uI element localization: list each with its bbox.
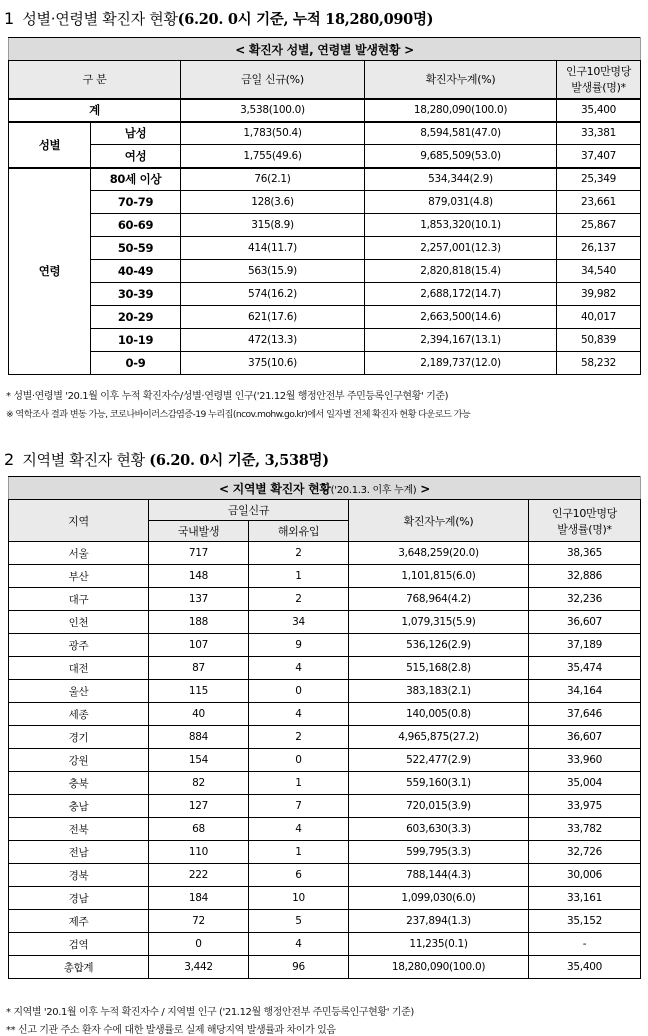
region-row [9,680,641,703]
age-row-label: 70-79 [91,191,181,214]
header-region-rate [529,500,641,542]
sex-row-cumulative: 9,685,509(53.0) [365,145,557,168]
region-rate: 35,474 [529,657,641,680]
region-rate: 35,152 [529,910,641,933]
age-row-cumulative: 2,688,172(14.7) [365,283,557,306]
region-rate: 33,161 [529,887,641,910]
region-rate: - [529,933,641,956]
age-row-today: 563(15.9) [181,260,365,283]
age-row [9,214,641,237]
region-domestic: 72 [149,910,249,933]
sex-group-label: 성별 [9,122,91,168]
age-row-rate: 39,982 [557,283,641,306]
region-domestic: 884 [149,726,249,749]
region-name: 전북 [9,818,149,841]
sex-row-label: 여성 [91,145,181,168]
region-overseas: 2 [249,542,349,565]
sex-row-today: 1,783(50.4) [181,122,365,145]
age-row-cumulative: 2,394,167(13.1) [365,329,557,352]
total-today: 3,538(100.0) [181,99,365,122]
age-row-cumulative: 2,257,001(12.3) [365,237,557,260]
header-today-group: 금일신규 [149,500,349,521]
region-row [9,841,641,864]
region-rate: 36,607 [529,611,641,634]
region-row [9,588,641,611]
region-rate: 36,607 [529,726,641,749]
region-cumulative: 237,894(1.3) [349,910,529,933]
age-row-cumulative: 879,031(4.8) [365,191,557,214]
region-domestic: 127 [149,795,249,818]
region-name: 제주 [9,910,149,933]
region-domestic: 3,442 [149,956,249,979]
region-domestic: 717 [149,542,249,565]
age-row-label: 50-59 [91,237,181,260]
region-row [9,565,641,588]
region-domestic: 222 [149,864,249,887]
section1-footnote: * 성별·연령별 '20.1월 이후 누적 확진자수/성별·연령별 인구('21.12월 행정안전부 주민등록인구현황' 기준) [6,391,449,402]
age-row-today: 128(3.6) [181,191,365,214]
age-row-today: 621(17.6) [181,306,365,329]
region-name: 경남 [9,887,149,910]
region-row [9,956,641,979]
total-rate: 35,400 [557,99,641,122]
region-name: 강원 [9,749,149,772]
region-rate: 30,006 [529,864,641,887]
age-row-rate: 34,540 [557,260,641,283]
region-overseas: 10 [249,887,349,910]
sex-age-table [8,37,641,375]
region-cumulative: 4,965,875(27.2) [349,726,529,749]
region-overseas: 9 [249,634,349,657]
header-cumulative: 확진자누계(%) [365,61,557,99]
region-cumulative: 536,126(2.9) [349,634,529,657]
region-name: 충남 [9,795,149,818]
age-row-today: 574(16.2) [181,283,365,306]
region-overseas: 1 [249,565,349,588]
region-name: 인천 [9,611,149,634]
header-today-new: 금일 신규(%) [181,61,365,99]
sex-row-today: 1,755(49.6) [181,145,365,168]
age-row [9,329,641,352]
age-row [9,306,641,329]
region-cumulative: 1,101,815(6.0) [349,565,529,588]
region-rate: 32,726 [529,841,641,864]
region-table [8,476,641,979]
region-overseas: 1 [249,772,349,795]
region-domestic: 188 [149,611,249,634]
section1-title [4,8,433,29]
region-row [9,542,641,565]
region-rate: 35,400 [529,956,641,979]
age-row-today: 414(11.7) [181,237,365,260]
sex-row [9,145,641,168]
header-region-rate-line2: 발생률(명)* [557,522,612,536]
age-row-label: 30-39 [91,283,181,306]
region-name: 대구 [9,588,149,611]
header-region-rate-line1: 인구10만명당 [551,506,618,520]
region-row [9,657,641,680]
region-overseas: 2 [249,726,349,749]
header-region: 지역 [9,500,149,542]
region-rate: 32,886 [529,565,641,588]
region-cumulative: 788,144(4.3) [349,864,529,887]
age-row [9,260,641,283]
total-cumulative: 18,280,090(100.0) [365,99,557,122]
region-domestic: 82 [149,772,249,795]
age-row [9,237,641,260]
sex-age-table-banner: < 확진자 성별, 연령별 발생현황 > [9,38,641,61]
region-cumulative: 140,005(0.8) [349,703,529,726]
age-row-today: 375(10.6) [181,352,365,375]
region-overseas: 4 [249,703,349,726]
region-row [9,887,641,910]
region-rate: 37,646 [529,703,641,726]
age-row-label: 0-9 [91,352,181,375]
sex-row-cumulative: 8,594,581(47.0) [365,122,557,145]
region-row [9,910,641,933]
region-cumulative: 515,168(2.8) [349,657,529,680]
age-row [9,283,641,306]
section2-remark: ** 신고 기관 주소 환자 수에 대한 발생률로 실제 해당지역 발생률과 차이가 있음 [6,1025,336,1036]
header-overseas: 해외유입 [249,521,349,542]
region-table-banner [9,477,641,500]
section1-title-text: 성별·연령별 확진자 현황 [22,10,178,28]
region-overseas: 1 [249,841,349,864]
region-banner-title: < 지역별 확진자 현황 [218,481,331,496]
region-overseas: 34 [249,611,349,634]
age-row-rate: 40,017 [557,306,641,329]
region-cumulative: 1,099,030(6.0) [349,887,529,910]
region-cumulative: 559,160(3.1) [349,772,529,795]
region-overseas: 5 [249,910,349,933]
age-row-label: 80세 이상 [91,168,181,191]
region-cumulative: 1,079,315(5.9) [349,611,529,634]
age-row [9,352,641,375]
region-cumulative: 18,280,090(100.0) [349,956,529,979]
header-region-cumulative: 확진자누계(%) [349,500,529,542]
header-rate-line1: 인구10만명당 [566,65,632,79]
region-row [9,772,641,795]
region-domestic: 107 [149,634,249,657]
region-overseas: 0 [249,749,349,772]
region-row [9,864,641,887]
age-row-label: 60-69 [91,214,181,237]
age-row-label: 20-29 [91,306,181,329]
region-cumulative: 603,630(3.3) [349,818,529,841]
age-row-rate: 25,867 [557,214,641,237]
region-rate: 33,975 [529,795,641,818]
total-label: 계 [9,99,181,122]
age-row [9,168,641,191]
region-row [9,634,641,657]
age-row-label: 40-49 [91,260,181,283]
sex-row-rate: 33,381 [557,122,641,145]
region-name: 경기 [9,726,149,749]
region-rate: 33,960 [529,749,641,772]
sex-row-label: 남성 [91,122,181,145]
region-rate: 35,004 [529,772,641,795]
region-cumulative: 768,964(4.2) [349,588,529,611]
region-domestic: 0 [149,933,249,956]
region-overseas: 6 [249,864,349,887]
region-domestic: 68 [149,818,249,841]
section2-footnote: * 지역별 '20.1월 이후 누적 확진자수 / 지역별 인구 ('21.12월 행정안전부 주민등록인구현황' 기준) [6,1007,414,1018]
age-row-cumulative: 2,189,737(12.0) [365,352,557,375]
region-name: 서울 [9,542,149,565]
header-rate-line2: 발생률(명)* [571,81,626,95]
region-row [9,749,641,772]
age-row-rate: 58,232 [557,352,641,375]
region-cumulative: 3,648,259(20.0) [349,542,529,565]
region-overseas: 4 [249,933,349,956]
sex-row-rate: 37,407 [557,145,641,168]
region-domestic: 110 [149,841,249,864]
region-rate: 33,782 [529,818,641,841]
region-row [9,703,641,726]
region-rate: 32,236 [529,588,641,611]
region-name: 검역 [9,933,149,956]
section2-title [4,449,329,470]
header-incidence-rate [557,61,641,99]
sex-row [9,122,641,145]
region-overseas: 2 [249,588,349,611]
age-row [9,191,641,214]
region-row [9,795,641,818]
age-row-cumulative: 2,663,500(14.6) [365,306,557,329]
region-rate: 38,365 [529,542,641,565]
region-row [9,818,641,841]
region-overseas: 4 [249,818,349,841]
region-overseas: 0 [249,680,349,703]
age-group-label: 연령 [9,168,91,375]
region-name: 총합계 [9,956,149,979]
age-row-today: 315(8.9) [181,214,365,237]
region-name: 충북 [9,772,149,795]
region-name: 대전 [9,657,149,680]
region-domestic: 184 [149,887,249,910]
region-cumulative: 383,183(2.1) [349,680,529,703]
age-row-today: 76(2.1) [181,168,365,191]
section2-title-detail: (6.20. 0시 기준, 3,538명) [149,452,329,469]
region-banner-subtitle: ('20.1.3. 이후 누계) [330,484,417,496]
region-overseas: 4 [249,657,349,680]
region-cumulative: 11,235(0.1) [349,933,529,956]
region-overseas: 96 [249,956,349,979]
section1-remark: ※ 역학조사 결과 변동 가능, 코로나바이러스감염증-19 누리집(ncov.mohw.go.kr)에서 일자별 전체 확진자 현황 다운로드 가능 [6,409,471,420]
region-row [9,933,641,956]
region-domestic: 148 [149,565,249,588]
age-row-rate: 25,349 [557,168,641,191]
region-row [9,611,641,634]
section2-number: 2 [4,450,14,469]
header-domestic: 국내발생 [149,521,249,542]
region-domestic: 40 [149,703,249,726]
region-cumulative: 720,015(3.9) [349,795,529,818]
age-row-rate: 26,137 [557,237,641,260]
region-name: 경북 [9,864,149,887]
region-name: 울산 [9,680,149,703]
region-overseas: 7 [249,795,349,818]
age-row-cumulative: 2,820,818(15.4) [365,260,557,283]
age-row-cumulative: 534,344(2.9) [365,168,557,191]
region-cumulative: 599,795(3.3) [349,841,529,864]
region-name: 부산 [9,565,149,588]
section1-number: 1 [4,9,14,28]
age-row-cumulative: 1,853,320(10.1) [365,214,557,237]
age-row-label: 10-19 [91,329,181,352]
header-category: 구 분 [9,61,181,99]
region-domestic: 87 [149,657,249,680]
region-rate: 34,164 [529,680,641,703]
region-name: 세종 [9,703,149,726]
region-rate: 37,189 [529,634,641,657]
region-name: 광주 [9,634,149,657]
region-domestic: 115 [149,680,249,703]
age-row-rate: 50,839 [557,329,641,352]
section2-title-text: 지역별 확진자 현황 [22,451,145,469]
region-row [9,726,641,749]
age-row-today: 472(13.3) [181,329,365,352]
total-row [9,99,641,122]
region-cumulative: 522,477(2.9) [349,749,529,772]
section1-title-detail: (6.20. 0시 기준, 누적 18,280,090명) [177,11,434,28]
age-row-rate: 23,661 [557,191,641,214]
region-banner-end: > [416,481,431,496]
region-name: 전남 [9,841,149,864]
region-domestic: 137 [149,588,249,611]
region-domestic: 154 [149,749,249,772]
